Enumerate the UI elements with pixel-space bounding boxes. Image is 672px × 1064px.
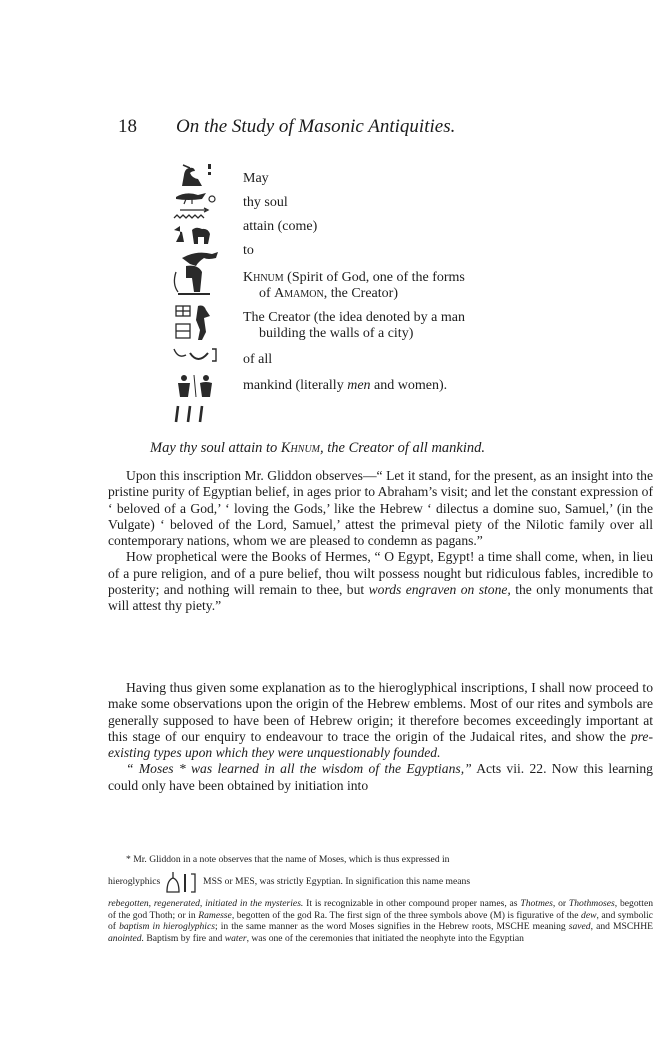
translit-mankind <box>243 378 447 394</box>
mankind-post: and women). <box>370 378 448 393</box>
footnote-line1: * Mr. Gliddon in a note observes that the name of Moses, which is thus expressed in <box>126 854 450 865</box>
translit-to: to <box>243 243 254 258</box>
fn-t4: , begotten of the god Ra. The first sign of the three symbols above (M) is figurative of the <box>231 909 582 921</box>
creator-line1: The Creator (the idea denoted by a man <box>243 310 465 325</box>
fn-em7: saved <box>568 921 591 933</box>
dog-figure-glyph-icon <box>168 224 232 246</box>
fn-t2: , or <box>552 897 569 909</box>
translit-may: May <box>243 171 269 186</box>
hermes-text: How prophetical were the Books of Hermes, “ O Egypt, Egypt! a time shall come, when, in lieu of a pure religion, and of a pure belief, thou wilt possess nought but ridiculous fables, incredible to posterity; and nothing will remain to thee, but <box>108 549 653 598</box>
body-section-2 <box>108 680 653 794</box>
caption-pre: May thy soul attain to <box>150 440 281 456</box>
khnum-desc-cont <box>243 286 465 302</box>
hebrew-emphasis: pre-existing types upon which they were unquestionably founded. <box>108 728 653 761</box>
hebrew-text: Having thus given some explanation as to the hieroglyphical inscriptions, I shall now proceed to make some observations upon the origin of the Hebrew emblems. Most of our rites and symbols are generally supposed to have been of Hebrew origin; it therefore becomes exceedingly important at this stage of our enquiry to endeavour to trace the origin of the Judaical rites, and show the <box>108 680 653 744</box>
footnote <box>108 854 653 945</box>
moses-text: Acts vii. 22. Now this learning could only have been obtained by initiation into <box>108 761 653 793</box>
fn-t5: , and symbolic of <box>108 909 653 933</box>
mankind-men: men <box>347 378 371 393</box>
fn-em9: water <box>224 933 247 945</box>
translit-thy-soul: thy soul <box>243 195 288 210</box>
page-header <box>0 116 672 142</box>
fn-t8: Baptism by fire and <box>143 933 225 945</box>
plural-strokes-glyph-icon <box>168 402 232 424</box>
translit-khnum <box>243 270 465 302</box>
fn-t6: ; in the same manner as the word Moses signifies in the Hebrew roots, MSCHE meaning <box>214 921 569 933</box>
paragraph-moses <box>108 761 653 794</box>
basket-glyph-icon <box>168 347 232 367</box>
footnote-hiero-pre: hieroglyphics <box>108 876 161 887</box>
khnum-desc: (Spirit of God, one of the forms <box>283 270 465 285</box>
moses-hieroglyph-icon <box>163 870 201 894</box>
running-title: On the Study of Masonic Antiquities. <box>176 116 456 137</box>
hieroglyph-column <box>168 162 232 427</box>
water-glyph-icon <box>168 206 232 222</box>
fn-em8: anointed. <box>108 933 144 945</box>
body-section-1 <box>108 468 653 615</box>
moses-quote: “ Moses * was learned in all the wisdom of the Egyptians,” <box>126 761 472 777</box>
soul-bird-glyph-icon <box>168 187 232 205</box>
amamon-name: Amamon <box>274 286 324 301</box>
footnote-rest <box>108 898 653 945</box>
caption-khnum: Khnum <box>280 440 321 456</box>
fn-em3: Thothmoses <box>568 897 615 909</box>
page-number: 18 <box>118 116 137 137</box>
fn-em6: baptism in hieroglyphics <box>119 921 215 933</box>
fn-em2: Thotmes <box>520 897 553 909</box>
caption-post: , the Creator of all mankind. <box>320 440 486 456</box>
fn-t1: It is recognizable in other compound proper names, as <box>303 897 521 909</box>
inscription-caption <box>150 440 485 457</box>
builder-figure-glyph-icon <box>168 302 232 342</box>
heron-glyph-icon <box>168 162 232 188</box>
fn-t9: , was one of the ceremonies that initiated the neophyte into the Egyptian <box>246 933 524 945</box>
mankind-pre: mankind (literally <box>243 378 348 393</box>
paragraph-hermes <box>108 549 653 614</box>
paragraph-gliddon-quote: Upon this inscription Mr. Gliddon observes—“ Let it stand, for the present, as an insight into the pristine purity of Egyptian belief, in ages prior to Abraham’s visit; and let the constant expression of ‘ beloved of a God,’ ‘ loving the Gods,’ like the Hebrew ‘ dilectus a domine suo, Samuel,’ (in the Vulgate) ‘ beloved of the Lord, Samuel,’ attest the primeval piety of the Nilotic family over all contemporary nations, whom we are pleased to condemn as pagans.” <box>108 468 653 549</box>
khnum-name: Khnum <box>243 270 284 285</box>
translit-attain: attain (come) <box>243 219 318 234</box>
fn-em1: rebegotten, regenerated, initiated in the mysteries. <box>108 897 304 909</box>
fn-em5: dew <box>581 909 597 921</box>
khnum-ram-glyph-icon <box>168 248 232 298</box>
creator-line2: building the walls of a city) <box>259 326 414 341</box>
khnum-of: of <box>259 286 275 301</box>
translit-of-all: of all <box>243 352 273 367</box>
fn-em4: Ramesse <box>198 909 232 921</box>
hermes-emphasis: words engraven on stone, <box>368 582 511 598</box>
fn-t7: , and MSCHHE <box>590 921 654 933</box>
footnote-hiero-post: MSS or MES, was strictly Egyptian. In signification this name means <box>203 876 471 887</box>
footnote-line2 <box>108 870 653 894</box>
hermes-end: the only monuments that will attest thy piety.” <box>108 582 653 614</box>
fn-t3: , begotten of the god Thoth; or in <box>108 897 653 921</box>
paragraph-hebrew-emblems <box>108 680 653 761</box>
khnum-creator: , the Creator) <box>323 286 398 301</box>
man-woman-glyph-icon <box>168 373 232 399</box>
translit-creator <box>243 310 465 342</box>
